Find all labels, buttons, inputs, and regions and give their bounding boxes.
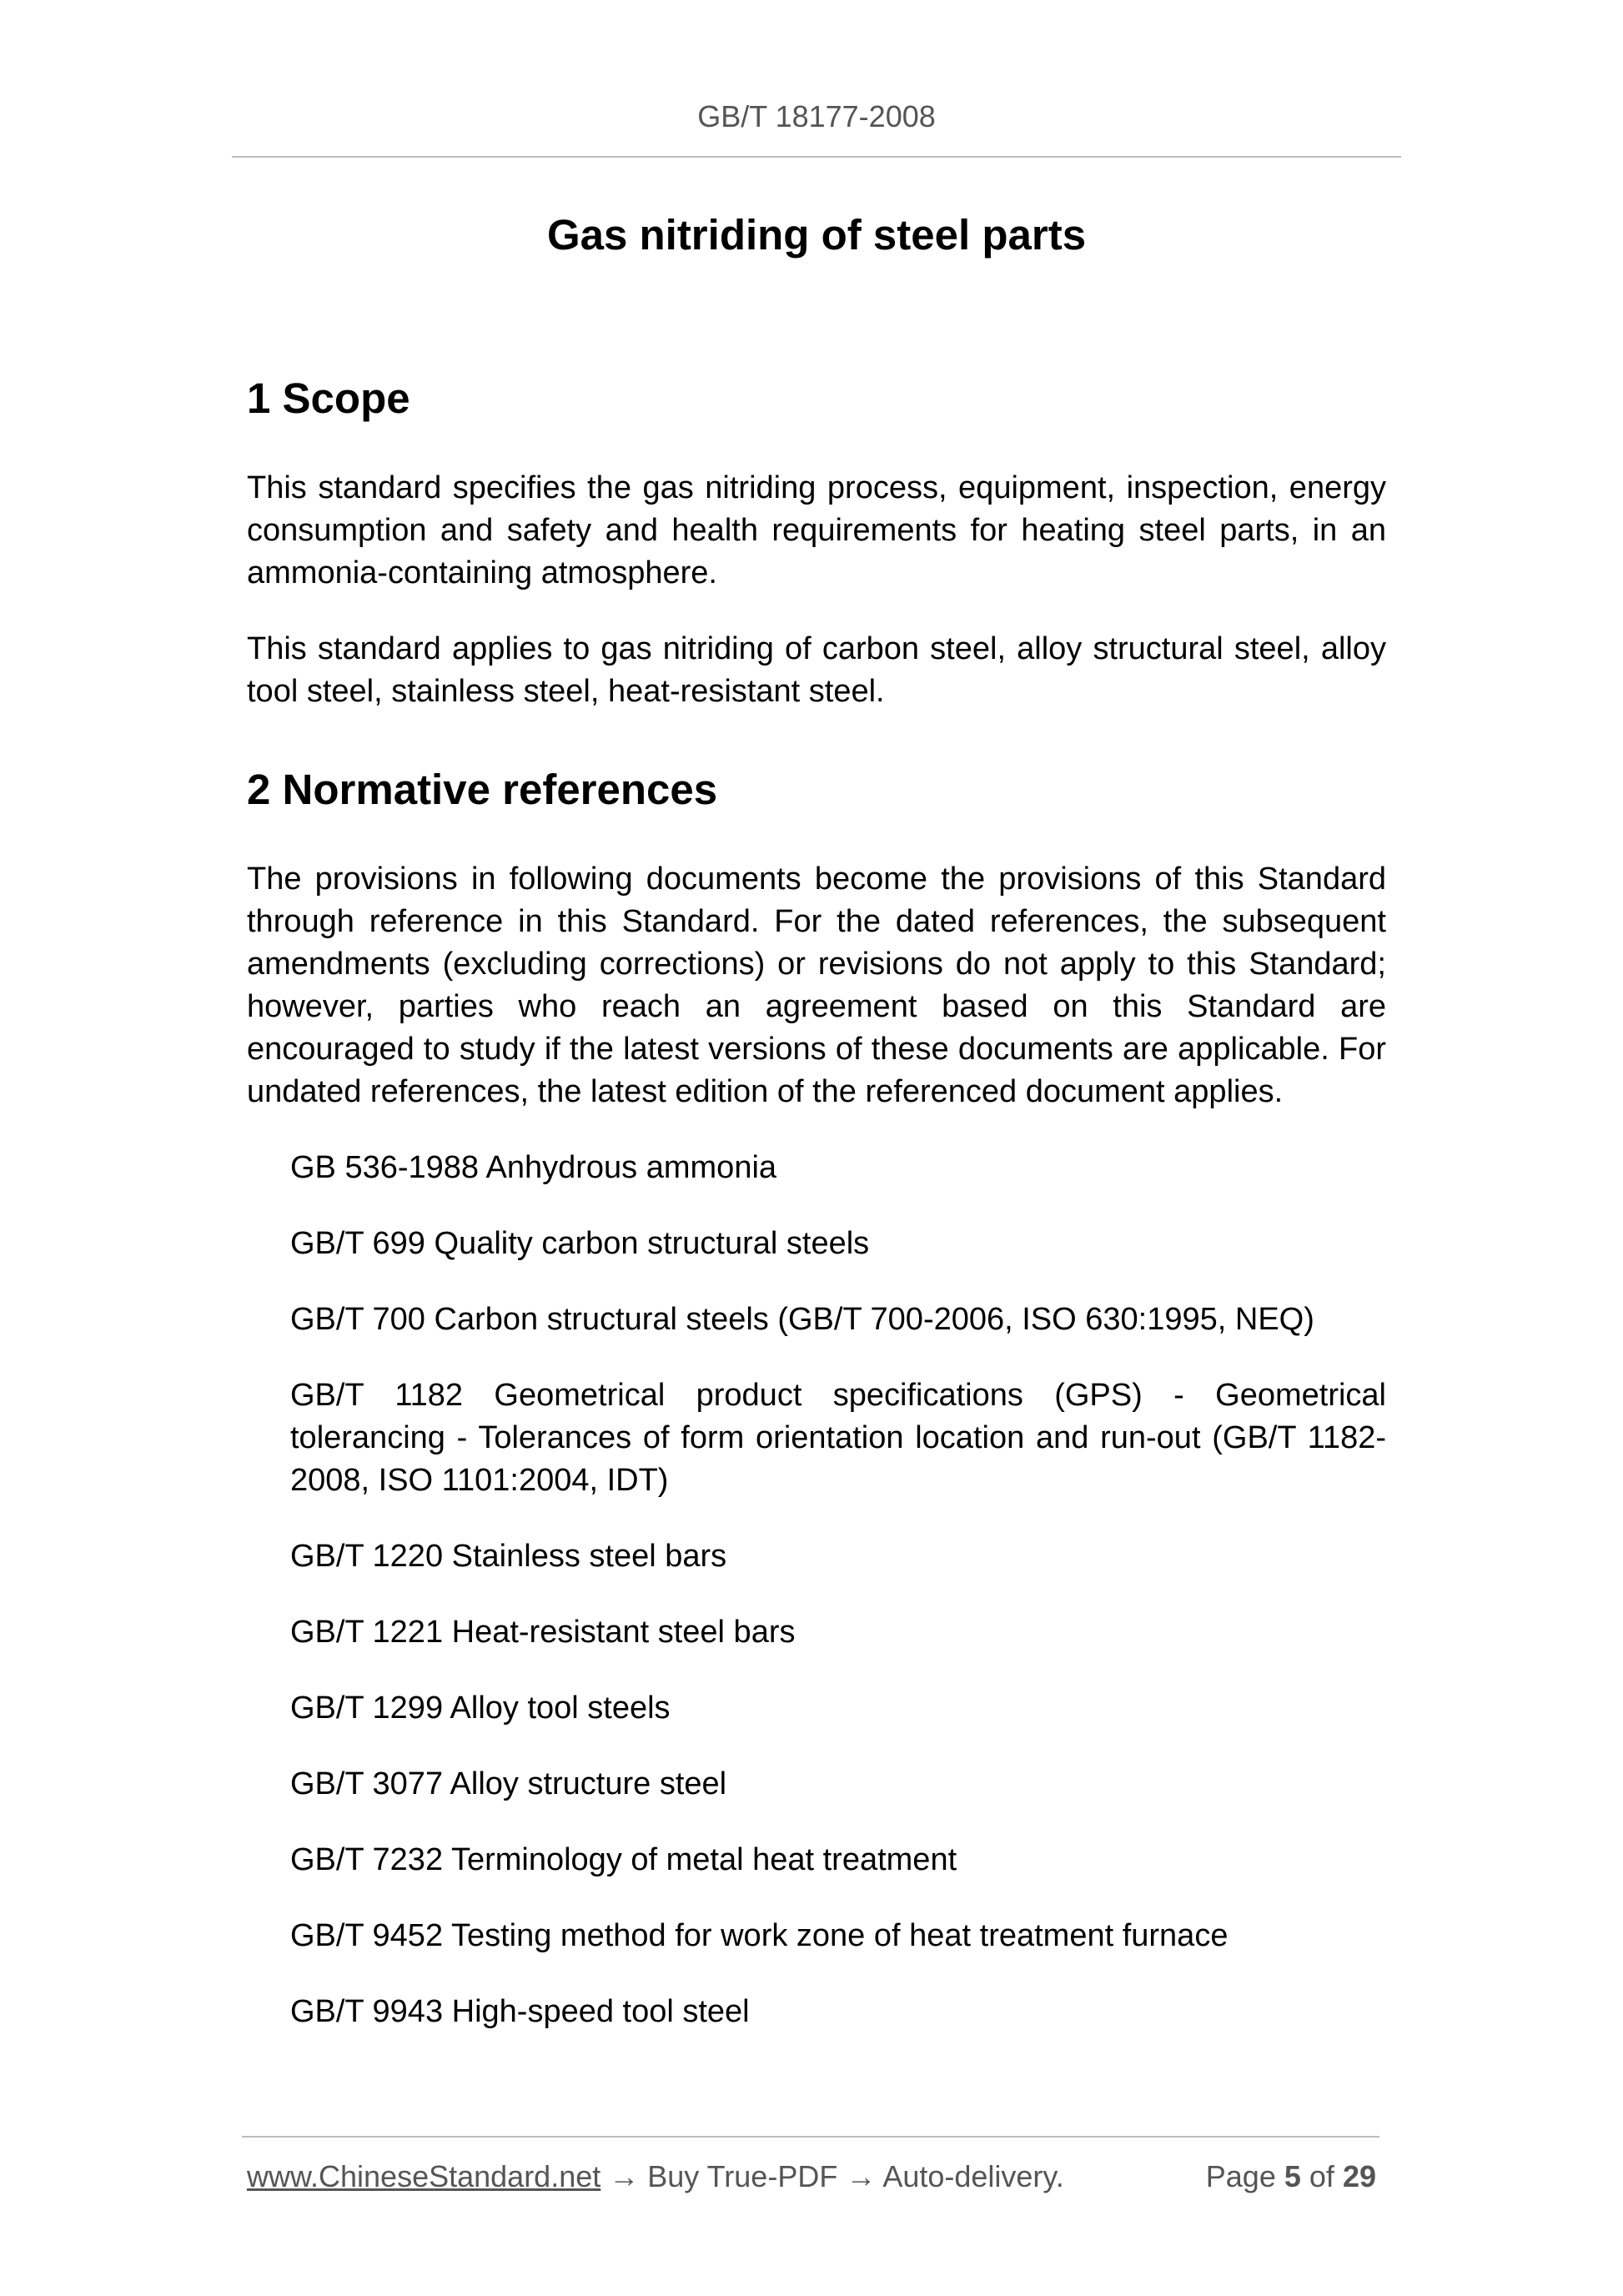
reference-item: GB/T 699 Quality carbon structural steels <box>290 1226 870 1261</box>
reference-item: GB/T 700 Carbon structural steels (GB/T 700-2006, ISO 630:1995, NEQ) <box>290 1302 1314 1337</box>
website-link[interactable]: www.ChineseStandard.net <box>247 2159 601 2193</box>
reference-item: GB/T 1221 Heat-resistant steel bars <box>290 1615 796 1650</box>
header-doc-code: GB/T 18177-2008 <box>697 99 936 133</box>
reference-list <box>247 1147 1386 2033</box>
document-title: Gas nitriding of steel parts <box>546 211 1087 259</box>
section-heading-normative-references: 2 Normative references <box>247 766 718 813</box>
footer-promo <box>247 2158 1064 2196</box>
of-label: of <box>1309 2159 1334 2193</box>
current-page-number: 5 <box>1284 2159 1301 2193</box>
normative-intro-paragraph: The provisions in following documents become the provisions of this Standard through reference in this Standard. For the dated references, the subsequent amendments (excluding corrections) or revisions do not apply to this Standard; however, parties who reach an agreement based on this Standard are encouraged to study if the latest versions of these documents are applicable. For undated references, the latest edition of the referenced document applies. <box>247 862 1386 1109</box>
reference-item: GB/T 3077 Alloy structure steel <box>290 1766 727 1801</box>
page-indicator <box>1084 2158 1376 2196</box>
reference-item: GB 536-1988 Anhydrous ammonia <box>290 1150 777 1185</box>
footer-tagline: → Buy True-PDF → Auto-delivery. <box>600 2159 1064 2193</box>
page-label: Page <box>1205 2159 1276 2193</box>
scope-paragraph-1: This standard specifies the gas nitriding process, equipment, inspection, energy consumption and safety and health requirements for heating steel parts, in an ammonia-containing atmosphere. <box>247 470 1386 590</box>
scope-paragraph-2: This standard applies to gas nitriding of carbon steel, alloy structural steel, alloy tool steel, stainless steel, heat-resistant steel. <box>247 631 1386 709</box>
footer-divider <box>242 2136 1379 2138</box>
reference-item: GB/T 9452 Testing method for work zone of heat treatment furnace <box>290 1918 1229 1953</box>
total-pages: 29 <box>1342 2159 1376 2193</box>
header-divider <box>232 156 1401 158</box>
reference-item: GB/T 7232 Terminology of metal heat treatment <box>290 1842 957 1877</box>
section-heading-scope: 1 Scope <box>247 374 410 422</box>
reference-item: GB/T 1182 Geometrical product specifications (GPS) - Geometrical tolerancing - Tolerances of form orientation location and run-out (GB/T 1182-2008, ISO 1101:2004, IDT) <box>290 1378 1386 1498</box>
reference-item: GB/T 9943 High-speed tool steel <box>290 1994 750 2029</box>
reference-item: GB/T 1220 Stainless steel bars <box>290 1539 727 1574</box>
document-body <box>247 372 1386 2067</box>
reference-item: GB/T 1299 Alloy tool steels <box>290 1691 671 1726</box>
